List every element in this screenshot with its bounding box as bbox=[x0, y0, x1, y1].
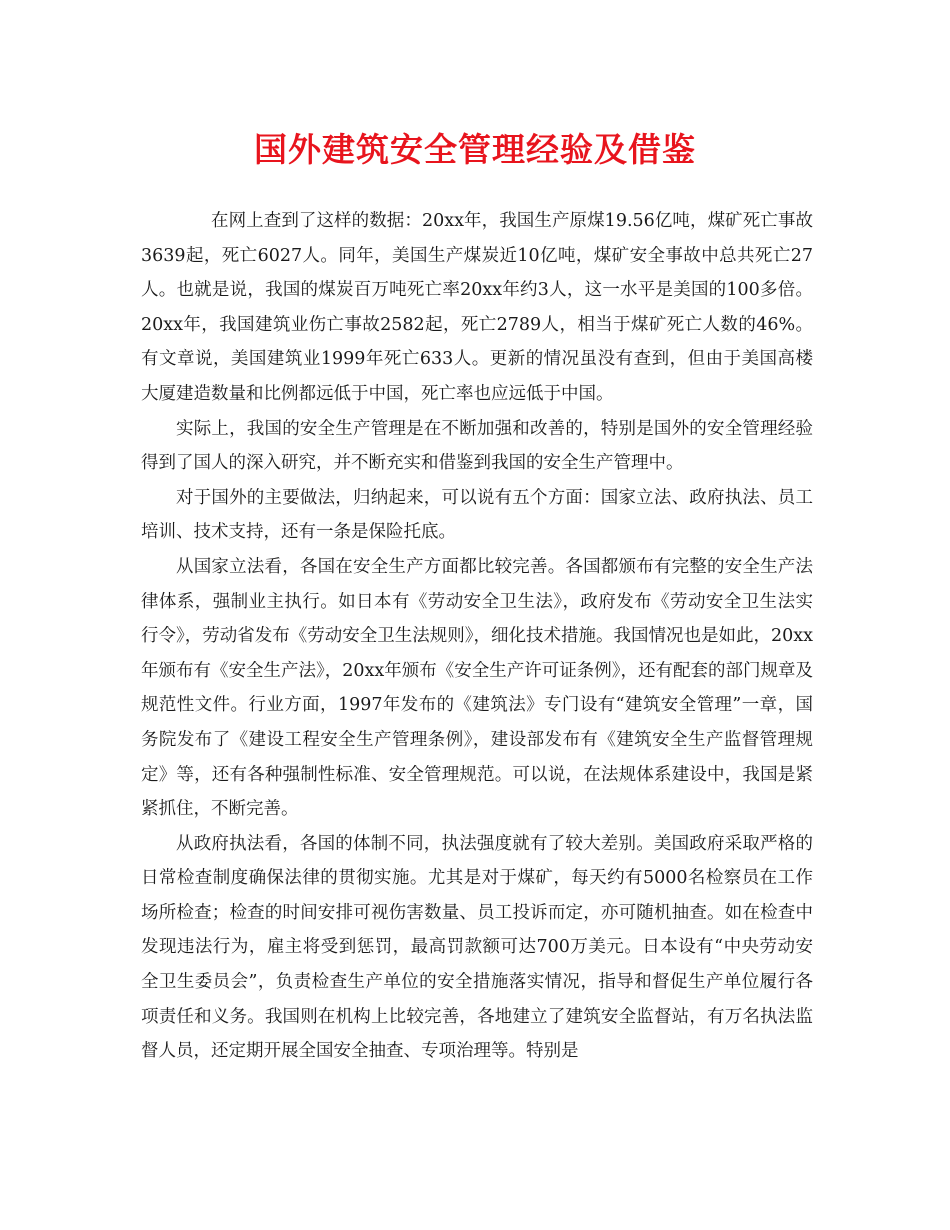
paragraph-5: 从政府执法看，各国的体制不同，执法强度就有了较大差别。美国政府采取严格的日常检查制度确保法律的贯彻实施。尤其是对于煤矿，每天约有5000名检察员在工作场所检查；检查的时间安排可视伤害数量、员工投诉而定，亦可随机抽查。如在检查中发现违法行为，雇主将受到惩罚，最高罚款额可达700万美元。日本设有“中央劳动安全卫生委员会”，负责检查生产单位的安全措施落实情况，指导和督促生产单位履行各项责任和义务。我国则在机构上比较完善，各地建立了建筑安全监督站，有万名执法监督人员，还定期开展全国安全抽查、专项治理等。特别是 bbox=[141, 833, 813, 1062]
paragraph-3: 对于国外的主要做法，归纳起来，可以说有五个方面：国家立法、政府执法、员工培训、技术支持，还有一条是保险托底。 bbox=[141, 487, 813, 543]
document-title: 国外建筑安全管理经验及借鉴 bbox=[254, 130, 696, 169]
paragraph-1: 在网上查到了这样的数据：20xx年，我国生产原煤19.56亿吨，煤矿死亡事故3639起，死亡6027人。同年，美国生产煤炭近10亿吨，煤矿安全事故中总共死亡27人。也就是说，我国的煤炭百万吨死亡率20xx年约3人，这一水平是美国的100多倍。20xx年，我国建筑业伤亡事故2582起，死亡2789人，相当于煤矿死亡人数的46%。有文章说，美国建筑业1999年死亡633人。更新的情况虽没有查到，但由于美国高楼大厦建造数量和比例都远低于中国，死亡率也应远低于中国。 bbox=[141, 211, 813, 404]
paragraph-4: 从国家立法看，各国在安全生产方面都比较完善。各国都颁布有完整的安全生产法律体系，强制业主执行。如日本有《劳动安全卫生法》，政府发布《劳动安全卫生法实行令》，劳动省发布《劳动安全卫生法规则》，细化技术措施。我国情况也是如此，20xx年颁布有《安全生产法》，20xx年颁布《安全生产许可证条例》，还有配套的部门规章及规范性文件。行业方面，1997年发布的《建筑法》专门设有“建筑安全管理”一章，国务院发布了《建设工程安全生产管理条例》，建设部发布有《建筑安全生产监督管理规定》等，还有各种强制性标准、安全管理规范。可以说，在法规体系建设中，我国是紧紧抓住，不断完善。 bbox=[141, 556, 814, 820]
document-body bbox=[141, 204, 813, 1069]
paragraph-2: 实际上，我国的安全生产管理是在不断加强和改善的，特别是国外的安全管理经验得到了国人的深入研究，并不断充实和借鉴到我国的安全生产管理中。 bbox=[141, 418, 813, 474]
